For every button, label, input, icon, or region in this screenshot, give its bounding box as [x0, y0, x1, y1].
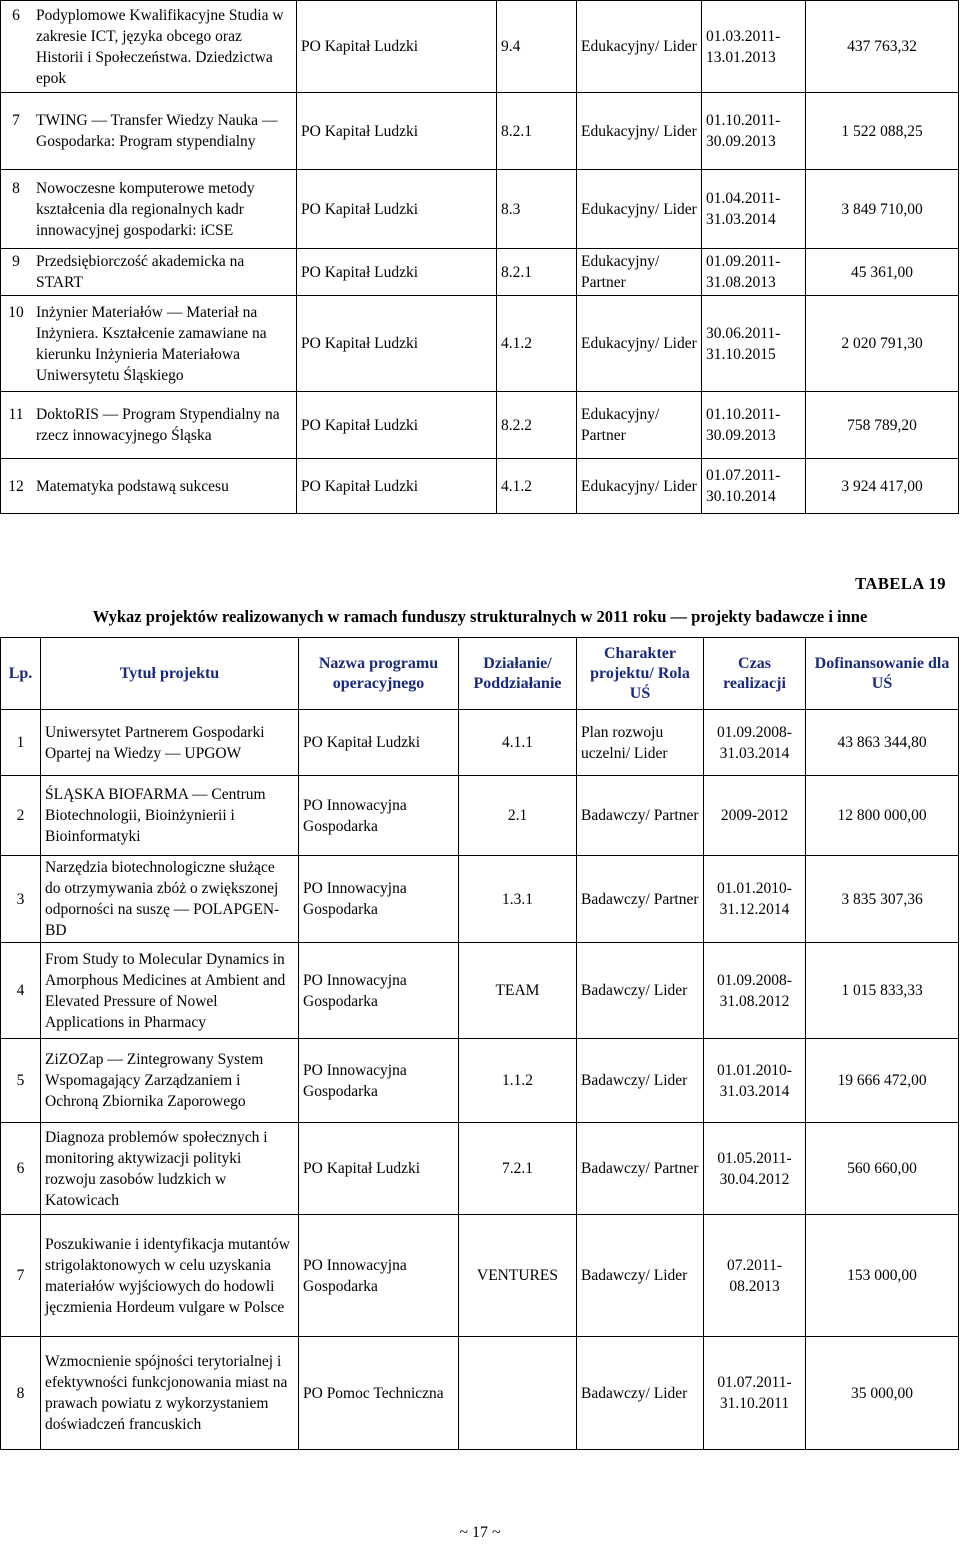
measure-cell: 8.3 [497, 170, 577, 249]
table-row [1, 1215, 959, 1337]
project-title-cell [1, 392, 297, 459]
role-cell: Edukacyjny/ Lider [577, 296, 702, 392]
table-row [1, 856, 959, 943]
program-cell: PO Kapitał Ludzki [297, 459, 497, 514]
measure-cell: 9.4 [497, 1, 577, 93]
period-cell: 01.01.2010-31.12.2014 [704, 856, 806, 943]
continued-projects-table [0, 0, 959, 514]
measure-cell: 7.2.1 [459, 1123, 577, 1215]
program-cell: PO Kapitał Ludzki [297, 1, 497, 93]
role-cell: Edukacyjny/ Lider [577, 93, 702, 170]
project-title: Nowoczesne komputerowe metody kształcenia dla regionalnych kadr innowacyjnej gospodarki: iCSE [36, 179, 255, 239]
program-cell: PO Kapitał Ludzki [297, 170, 497, 249]
funding-cell: 2 020 791,30 [806, 296, 959, 392]
program-cell: PO Kapitał Ludzki [297, 392, 497, 459]
table-row [1, 710, 959, 776]
table-label: TABELA 19 [855, 574, 946, 593]
period-cell: 01.03.2011-13.01.2013 [702, 1, 806, 93]
role-cell: Badawczy/ Lider [577, 1337, 704, 1450]
period-cell: 01.10.2011-30.09.2013 [702, 93, 806, 170]
funding-cell: 19 666 472,00 [806, 1039, 959, 1123]
role-cell: Plan rozwoju uczelni/ Lider [577, 710, 704, 776]
header-program: Nazwa programu operacyjnego [299, 638, 459, 710]
row-number: 5 [1, 1039, 41, 1123]
row-number: 3 [1, 856, 41, 943]
project-title-cell: Poszukiwanie i identyfikacja mutantów strigolaktonowych w celu uzyskania materiałów wyjściowych do hodowli jęczmienia Hordeum vulgare w Polsce [41, 1215, 299, 1337]
table-row [1, 943, 959, 1039]
measure-cell: 1.1.2 [459, 1039, 577, 1123]
header-title: Tytuł projektu [41, 638, 299, 710]
role-cell: Badawczy/ Lider [577, 1215, 704, 1337]
project-title-cell [1, 459, 297, 514]
row-number: 12 [8, 477, 24, 495]
role-cell: Badawczy/ Partner [577, 856, 704, 943]
row-number: 10 [8, 303, 24, 321]
funding-cell: 437 763,32 [806, 1, 959, 93]
project-title: DoktoRIS — Program Stypendialny na rzecz innowacyjnego Śląska [36, 406, 280, 444]
program-cell: PO Kapitał Ludzki [297, 296, 497, 392]
measure-cell: 4.1.2 [497, 296, 577, 392]
role-cell: Edukacyjny/ Lider [577, 459, 702, 514]
project-title-cell: ZiZOZap — Zintegrowany System Wspomagający Zarządzaniem i Ochroną Zbiornika Zaporowego [41, 1039, 299, 1123]
role-cell: Edukacyjny/ Lider [577, 1, 702, 93]
measure-cell: 8.2.2 [497, 392, 577, 459]
measure-cell: 8.2.1 [497, 249, 577, 296]
row-number: 8 [12, 179, 20, 197]
row-number: 7 [1, 1215, 41, 1337]
row-number: 4 [1, 943, 41, 1039]
table-row [1, 93, 959, 170]
role-cell: Edukacyjny/ Lider [577, 170, 702, 249]
project-title: Matematyka podstawą sukcesu [36, 477, 229, 495]
measure-cell: 4.1.1 [459, 710, 577, 776]
program-cell: PO Kapitał Ludzki [297, 249, 497, 296]
funding-cell: 12 800 000,00 [806, 776, 959, 856]
project-title: Przedsiębiorczość akademicka na START [36, 253, 245, 291]
period-cell: 07.2011-08.2013 [704, 1215, 806, 1337]
project-title-cell: Narzędzia biotechnologiczne służące do otrzymywania zbóż o zwiększonej odporności na suszę — POLAPGEN-BD [41, 856, 299, 943]
funding-cell: 1 015 833,33 [806, 943, 959, 1039]
program-cell: PO Innowacyjna Gospodarka [299, 856, 459, 943]
header-funding: Dofinansowanie dla UŚ [806, 638, 959, 710]
project-title-cell: Diagnoza problemów społecznych i monitoring aktywizacji polityki rozwoju zasobów ludzkich w Katowicach [41, 1123, 299, 1215]
table-row [1, 1337, 959, 1450]
project-title-cell [1, 249, 297, 296]
funding-cell: 560 660,00 [806, 1123, 959, 1215]
role-cell: Edukacyjny/ Partner [577, 392, 702, 459]
row-number: 7 [12, 112, 20, 129]
project-title-cell: From Study to Molecular Dynamics in Amorphous Medicines at Ambient and Elevated Pressure of Nowel Applications in Pharmacy [41, 943, 299, 1039]
research-projects-table [0, 637, 959, 1450]
header-measure: Działanie/ Poddziałanie [459, 638, 577, 710]
table-row [1, 170, 959, 249]
project-title-cell: ŚLĄSKA BIOFARMA — Centrum Biotechnologii, Bioinżynierii i Bioinformatyki [41, 776, 299, 856]
period-cell: 2009-2012 [704, 776, 806, 856]
period-cell: 01.09.2008-31.03.2014 [704, 710, 806, 776]
project-title-cell [1, 296, 297, 392]
measure-cell: TEAM [459, 943, 577, 1039]
program-cell: PO Kapitał Ludzki [299, 1123, 459, 1215]
project-title-cell: Uniwersytet Partnerem Gospodarki Opartej na Wiedzy — UPGOW [41, 710, 299, 776]
role-cell: Badawczy/ Partner [577, 776, 704, 856]
measure-cell: 2.1 [459, 776, 577, 856]
header-lp: Lp. [1, 638, 41, 710]
header-role: Charakter projektu/ Rola UŚ [577, 638, 704, 710]
row-number: 1 [1, 710, 41, 776]
funding-cell: 758 789,20 [806, 392, 959, 459]
funding-cell: 3 849 710,00 [806, 170, 959, 249]
period-cell: 01.05.2011-30.04.2012 [704, 1123, 806, 1215]
row-number: 6 [1, 1123, 41, 1215]
table-row [1, 249, 959, 296]
funding-cell: 1 522 088,25 [806, 93, 959, 170]
table-caption: Wykaz projektów realizowanych w ramach funduszy strukturalnych w 2011 roku — projekty badawcze i inne [92, 607, 868, 626]
funding-cell: 35 000,00 [806, 1337, 959, 1450]
role-cell: Badawczy/ Partner [577, 1123, 704, 1215]
header-row [1, 638, 959, 710]
row-number: 2 [1, 776, 41, 856]
row-number: 11 [8, 406, 24, 423]
measure-cell: 4.1.2 [497, 459, 577, 514]
project-title-cell [1, 1, 297, 93]
funding-cell: 3 924 417,00 [806, 459, 959, 514]
role-cell: Badawczy/ Lider [577, 1039, 704, 1123]
table-row [1, 392, 959, 459]
measure-cell [459, 1337, 577, 1450]
table-row [1, 1039, 959, 1123]
period-cell: 01.09.2008-31.08.2012 [704, 943, 806, 1039]
program-cell: PO Kapitał Ludzki [297, 93, 497, 170]
funding-cell: 3 835 307,36 [806, 856, 959, 943]
period-cell: 01.09.2011-31.08.2013 [702, 249, 806, 296]
table-row [1, 776, 959, 856]
project-title: TWING — Transfer Wiedzy Nauka — Gospodarka: Program stypendialny [36, 112, 278, 150]
funding-cell: 45 361,00 [806, 249, 959, 296]
funding-cell: 153 000,00 [806, 1215, 959, 1337]
header-period: Czas realizacji [704, 638, 806, 710]
page-number: ~ 17 ~ [459, 1524, 501, 1541]
row-number: 8 [1, 1337, 41, 1450]
measure-cell: 8.2.1 [497, 93, 577, 170]
role-cell: Badawczy/ Lider [577, 943, 704, 1039]
program-cell: PO Innowacyjna Gospodarka [299, 776, 459, 856]
project-title-cell [1, 170, 297, 249]
program-cell: PO Innowacyjna Gospodarka [299, 943, 459, 1039]
table-row [1, 296, 959, 392]
period-cell: 01.07.2011-30.10.2014 [702, 459, 806, 514]
program-cell: PO Innowacyjna Gospodarka [299, 1039, 459, 1123]
measure-cell: VENTURES [459, 1215, 577, 1337]
period-cell: 01.10.2011-30.09.2013 [702, 392, 806, 459]
row-number: 9 [12, 253, 20, 270]
row-number: 6 [12, 6, 20, 24]
project-title: Inżynier Materiałów — Materiał na Inżyniera. Kształcenie zamawiane na kierunku Inżynieria Materiałowa Uniwersytetu Śląskiego [36, 303, 267, 384]
period-cell: 30.06.2011-31.10.2015 [702, 296, 806, 392]
program-cell: PO Pomoc Techniczna [299, 1337, 459, 1450]
program-cell: PO Innowacyjna Gospodarka [299, 1215, 459, 1337]
table-row [1, 1, 959, 93]
period-cell: 01.04.2011-31.03.2014 [702, 170, 806, 249]
funding-cell: 43 863 344,80 [806, 710, 959, 776]
table-row [1, 1123, 959, 1215]
project-title: Podyplomowe Kwalifikacyjne Studia w zakresie ICT, języka obcego oraz Historii i Społeczeństwa. Dziedzictwa epok [36, 6, 284, 87]
period-cell: 01.07.2011-31.10.2011 [704, 1337, 806, 1450]
project-title-cell: Wzmocnienie spójności terytorialnej i efektywności funkcjonowania miast na prawach powiatu z wykorzystaniem doświadczeń francuskich [41, 1337, 299, 1450]
role-cell: Edukacyjny/ Partner [577, 249, 702, 296]
project-title-cell [1, 93, 297, 170]
table-row [1, 459, 959, 514]
period-cell: 01.01.2010-31.03.2014 [704, 1039, 806, 1123]
measure-cell: 1.3.1 [459, 856, 577, 943]
program-cell: PO Kapitał Ludzki [299, 710, 459, 776]
